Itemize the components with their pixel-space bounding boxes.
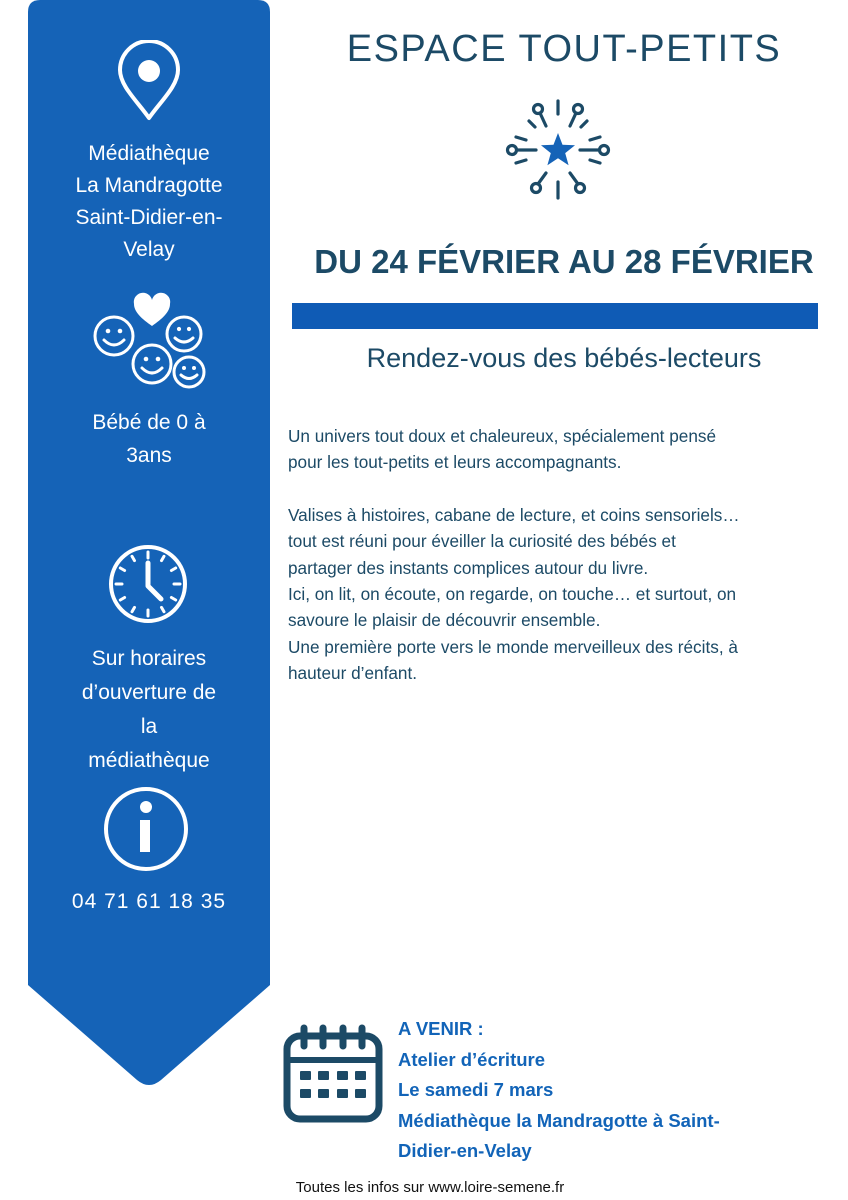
upcoming-line: Médiathèque la Mandragotte à Saint- [398,1109,720,1131]
page-title: ESPACE TOUT-PETITS [346,28,782,70]
star-burst-icon [502,96,614,204]
location-line: Velay [123,238,175,261]
paragraph-gap [288,476,836,502]
location-line: Médiathèque [88,142,210,165]
location-line: Saint-Didier-en- [75,206,223,229]
description-line: Une première porte vers le monde merveilleux des récits, à [288,636,738,657]
location-label [28,138,270,266]
upcoming-line: Didier-en-Velay [398,1140,532,1161]
description-line: pour les tout-petits et leurs accompagnants. [288,452,622,473]
age-line: Bébé de 0 à [92,411,206,434]
description-line: tout est réuni pour éveiller la curiosité des bébés et [288,531,676,552]
hours-label [28,642,270,778]
upcoming-line: Atelier d’écriture [398,1048,546,1070]
upcoming-event [398,1014,818,1167]
clock-icon [107,543,189,625]
age-line: 3ans [126,444,172,467]
hours-line: d’ouverture de [81,681,217,704]
info-icon [102,785,190,873]
date-heading: DU 24 FÉVRIER AU 28 FÉVRIER [314,243,814,280]
upcoming-line: A VENIR : [398,1018,484,1039]
description-line: hauteur d’enfant. [288,663,418,684]
footer-website[interactable]: Toutes les infos sur www.loire-semene.fr [295,1179,565,1196]
hours-line: la [140,715,158,738]
phone-number[interactable]: 04 71 61 18 35 [71,890,227,913]
age-label [28,406,270,472]
description [288,423,836,687]
description-line: partager des instants complices autour du livre. [288,557,649,578]
hours-line: médiathèque [88,749,210,772]
calendar-icon [282,1024,384,1124]
description-line: Valises à histoires, cabane de lecture, et coins sensoriels… [288,504,740,525]
subtitle: Rendez-vous des bébés-lecteurs [366,343,762,373]
hours-line: Sur horaires [91,647,207,670]
description-line: Un univers tout doux et chaleureux, spécialement pensé [288,426,717,446]
description-line: savoure le plaisir de découvrir ensemble. [288,610,601,631]
accent-bar [292,303,818,329]
map-pin-icon [114,40,184,122]
description-line: Ici, on lit, on écoute, on regarde, on touche… et surtout, on [288,584,737,605]
location-line: La Mandragotte [75,174,223,197]
smiley-faces-heart-icon [88,288,212,392]
upcoming-line: Le samedi 7 mars [398,1079,554,1100]
